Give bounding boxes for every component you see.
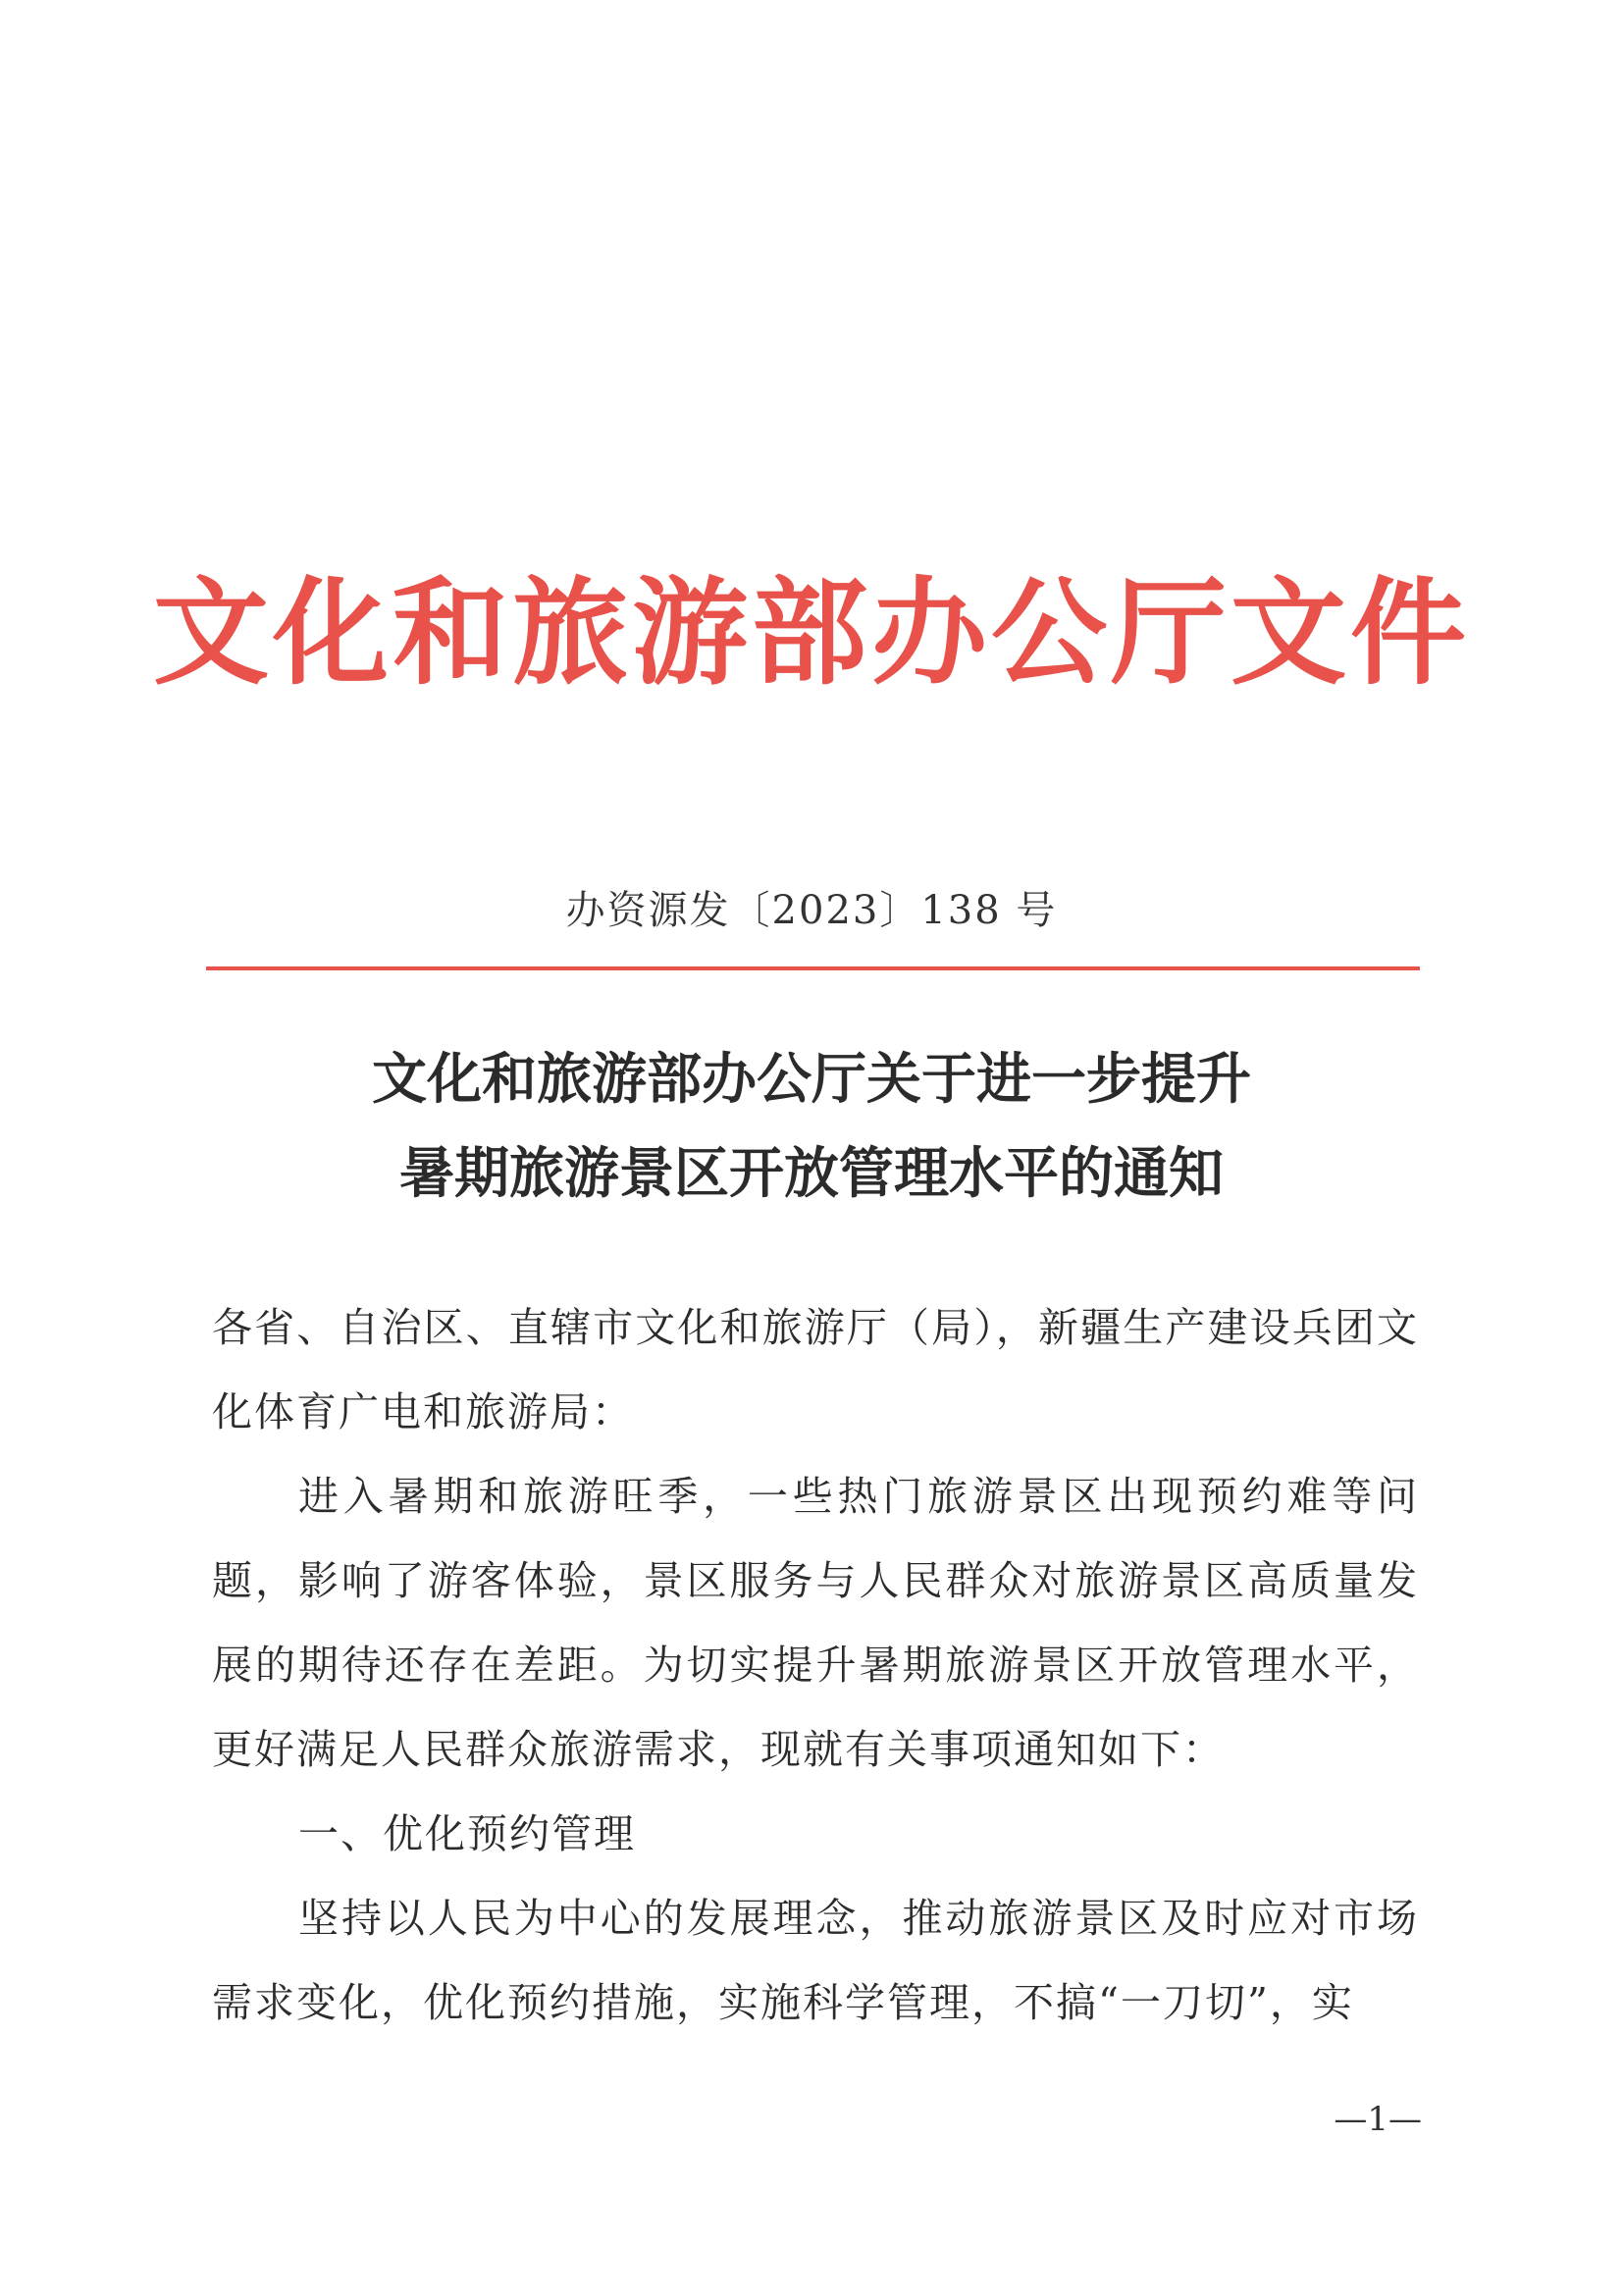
section-1-heading: 一、优化预约管理 bbox=[298, 1810, 636, 1857]
red-divider-line bbox=[206, 966, 1420, 970]
notice-title-line-2: 暑期旅游景区开放管理水平的通知 bbox=[399, 1141, 1224, 1206]
notice-title bbox=[0, 1032, 1623, 1221]
page-number: —1— bbox=[1334, 2100, 1422, 2139]
document-number: 办资源发〔2023〕138 号 bbox=[565, 888, 1058, 933]
notice-body bbox=[212, 1285, 1419, 2045]
section-1-paragraph: 坚持以人民为中心的发展理念，推动旅游景区及时应对市场需求变化，优化预约措施，实施科学管理，不搞“一刀切”，实 bbox=[212, 1895, 1419, 2026]
intro-paragraph: 进入暑期和旅游旺季，一些热门旅游景区出现预约难等问题，影响了游客体验，景区服务与人民群众对旅游景区高质量发展的期待还存在差距。为切实提升暑期旅游景区开放管理水平，更好满足人民群众旅游需求，现就有关事项通知如下： bbox=[212, 1473, 1419, 1773]
addressee-paragraph: 各省、自治区、直辖市文化和旅游厅（局），新疆生产建设兵团文化体育广电和旅游局： bbox=[212, 1304, 1419, 1435]
issuing-authority-header: 文化和旅游部办公厅文件 bbox=[152, 564, 1470, 701]
notice-title-line-1: 文化和旅游部办公厅关于进一步提升 bbox=[372, 1047, 1251, 1112]
